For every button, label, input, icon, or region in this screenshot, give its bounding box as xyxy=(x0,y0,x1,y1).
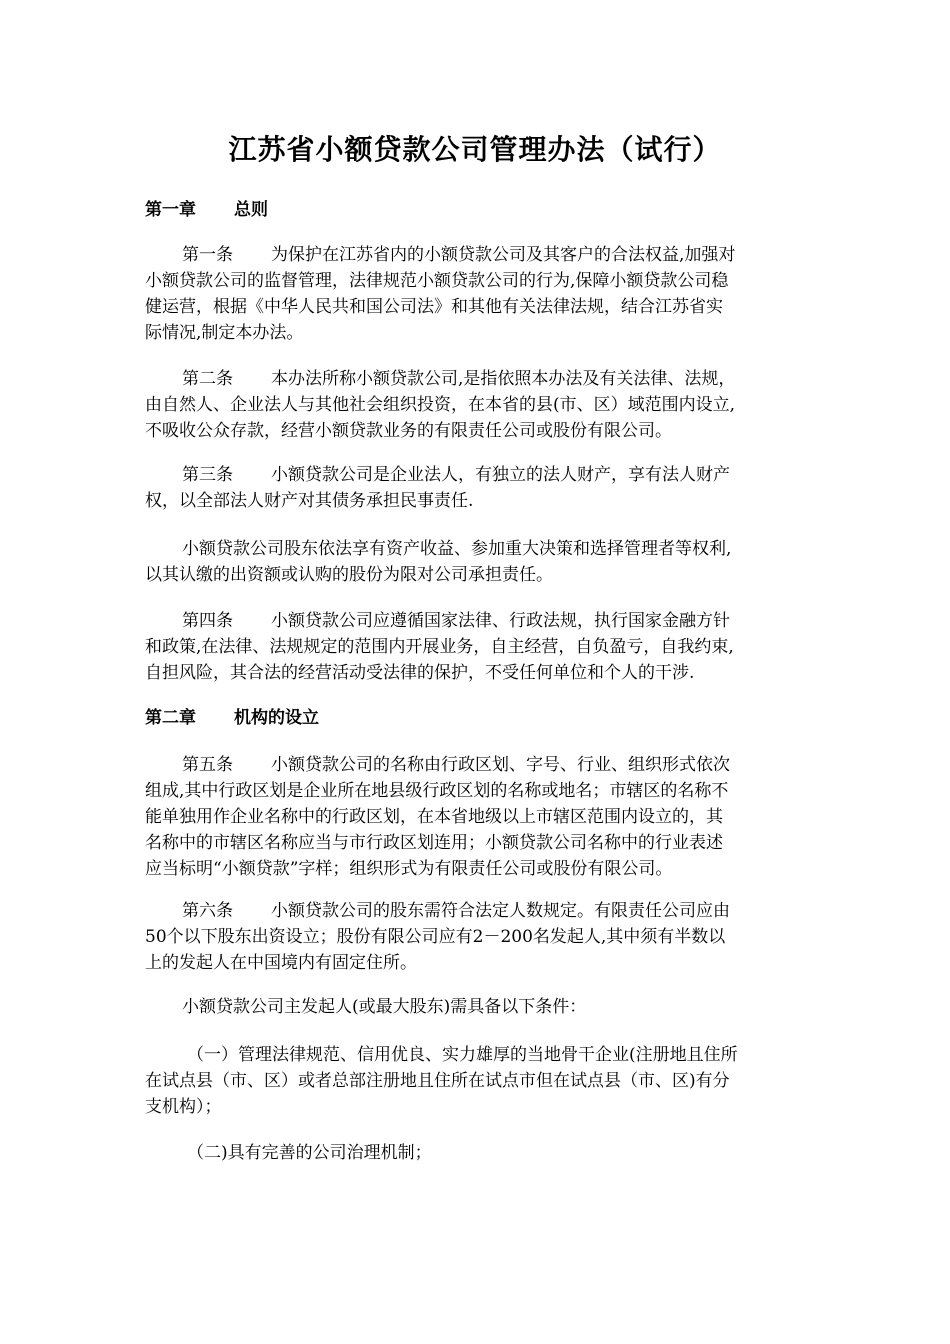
article-text-line: 名称中的市辖区名称应当与市行政区划连用；小额贷款公司名称中的行业表述 xyxy=(145,833,723,853)
chapter-number: 第二章 xyxy=(145,708,196,728)
article-text-line: 小额贷款公司的监督管理，法律规范小额贷款公司的行为,保障小额贷款公司稳 xyxy=(145,271,729,291)
list-item-1 xyxy=(145,1042,815,1120)
article-text-line: 小额贷款公司主发起人(或最大股东)需具备以下条件： xyxy=(182,997,587,1017)
article-text-line: 上的发起人在中国境内有固定住所。 xyxy=(145,953,417,973)
article-text-line: （一）管理法律规范、信用优良、实力雄厚的当地骨干企业(注册地且住所 xyxy=(187,1045,738,1065)
article-text-line: 小额贷款公司的股东需符合法定人数规定。有限责任公司应由 xyxy=(271,901,730,921)
article-text-line: （二)具有完善的公司治理机制； xyxy=(187,1143,432,1163)
article-label: 第五条 xyxy=(182,755,233,775)
list-item-2 xyxy=(145,1140,815,1166)
article-text-line: 50个以下股东出资设立；股份有限公司应有2－200名发起人,其中须有半数以 xyxy=(145,927,726,947)
article-6 xyxy=(145,898,815,976)
article-text-line: 小额贷款公司应遵循国家法律、行政法规，执行国家金融方针 xyxy=(271,611,730,631)
article-text-line: 由自然人、企业法人与其他社会组织投资，在本省的县(市、区）域范围内设立, xyxy=(145,395,736,415)
article-label: 第一条 xyxy=(182,245,233,265)
article-6-paragraph-2 xyxy=(145,994,815,1020)
article-text-line: 以其认缴的出资额或认购的股份为限对公司承担责任。 xyxy=(145,565,553,585)
chapter-heading-1 xyxy=(145,198,268,222)
article-4 xyxy=(145,608,815,686)
chapter-heading-2 xyxy=(145,706,319,730)
article-text-line: 能单独用作企业名称中的行政区划，在本省地级以上市辖区范围内设立的，其 xyxy=(145,807,723,827)
article-2 xyxy=(145,366,815,444)
document-title: 江苏省小额贷款公司管理办法（试行） xyxy=(228,133,722,166)
article-text-line: 小额贷款公司的名称由行政区划、字号、行业、组织形式依次 xyxy=(271,755,730,775)
article-text-line: 和政策,在法律、法规规定的范围内开展业务，自主经营，自负盈亏，自我约束, xyxy=(145,637,734,657)
article-text-line: 应当标明“小额贷款”字样；组织形式为有限责任公司或股份有限公司。 xyxy=(145,859,673,879)
chapter-name: 总则 xyxy=(234,200,268,220)
article-label: 第六条 xyxy=(182,901,233,921)
article-1 xyxy=(145,242,815,346)
article-text-line: 不吸收公众存款，经营小额贷款业务的有限责任公司或股份有限公司。 xyxy=(145,421,672,441)
article-text-line: 支机构）； xyxy=(145,1097,222,1117)
chapter-name: 机构的设立 xyxy=(234,708,319,728)
article-text-line: 际情况,制定本办法。 xyxy=(145,323,304,343)
article-text-line: 自担风险，其合法的经营活动受法律的保护，不受任何单位和个人的干涉. xyxy=(145,663,695,683)
article-label: 第三条 xyxy=(182,465,233,485)
article-5 xyxy=(145,752,815,882)
article-label: 第四条 xyxy=(182,611,233,631)
article-label: 第二条 xyxy=(182,369,233,389)
article-3-paragraph-2 xyxy=(145,536,815,588)
chapter-number: 第一章 xyxy=(145,200,196,220)
article-text-line: 为保护在江苏省内的小额贷款公司及其客户的合法权益,加强对 xyxy=(271,245,736,265)
article-3 xyxy=(145,462,815,514)
article-text-line: 权，以全部法人财产对其债务承担民事责任. xyxy=(145,491,474,511)
article-text-line: 本办法所称小额贷款公司,是指依照本办法及有关法律、法规， xyxy=(271,369,736,389)
article-text-line: 小额贷款公司股东依法享有资产收益、参加重大决策和选择管理者等权利, xyxy=(182,539,732,559)
article-text-line: 在试点县（市、区）或者总部注册地且住所在试点市但在试点县（市、区)有分 xyxy=(145,1071,730,1091)
article-text-line: 组成,其中行政区划是企业所在地县级行政区划的名称或地名；市辖区的名称不 xyxy=(145,781,729,801)
article-text-line: 健运营，根据《中华人民共和国公司法》和其他有关法律法规，结合江苏省实 xyxy=(145,297,723,317)
article-text-line: 小额贷款公司是企业法人，有独立的法人财产，享有法人财产 xyxy=(271,465,730,485)
